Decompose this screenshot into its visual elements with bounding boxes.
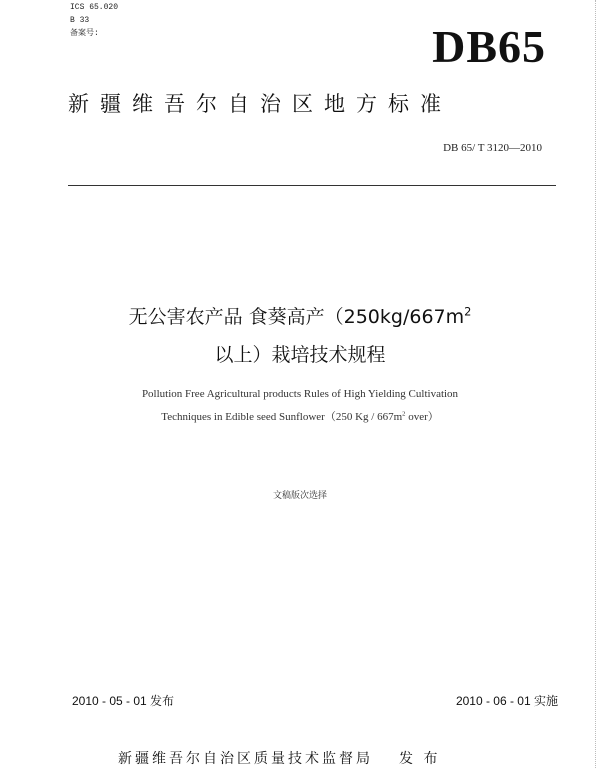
publish-date: 2010 - 05 - 01 发布 [72,694,175,708]
filing-number-label: 备案号: [70,29,99,38]
edge-scan-dots [595,0,596,768]
publisher-action: 发 布 [399,751,441,767]
title-en-line1: Pollution Free Agricultural products Rules of High Yielding Cultivation [141,388,459,400]
header-divider [68,185,556,186]
title-zh-superscript: 2 [464,304,472,319]
standard-category-title: 新疆维吾尔自治区地方标准 [68,92,452,116]
classification-code: B 33 [70,16,90,25]
title-zh-line1-text: 无公害农产品 食葵高产（250kg/667m [128,306,465,328]
title-en-superscript: 2 [402,410,406,418]
publisher-line [118,748,440,768]
standard-logo: DB65 [432,21,546,72]
standard-code: DB 65/ T 3120—2010 [443,142,542,154]
implement-date: 2010 - 06 - 01 实施 [455,694,558,708]
ics-code: ICS 65.020 [70,3,119,12]
publisher-name: 新疆维吾尔自治区质量技术监督局 [118,751,373,767]
title-en-line2-text: Techniques in Edible seed Sunflower（250 Kg / 667m [161,411,403,423]
title-en-line2 [0,408,600,424]
title-en-line2-end: over） [405,411,439,423]
title-zh-line1 [0,302,600,329]
title-zh-line2: 以上）栽培技术规程 [214,344,386,366]
draft-version-note: 文稿版次选择 [272,491,327,501]
